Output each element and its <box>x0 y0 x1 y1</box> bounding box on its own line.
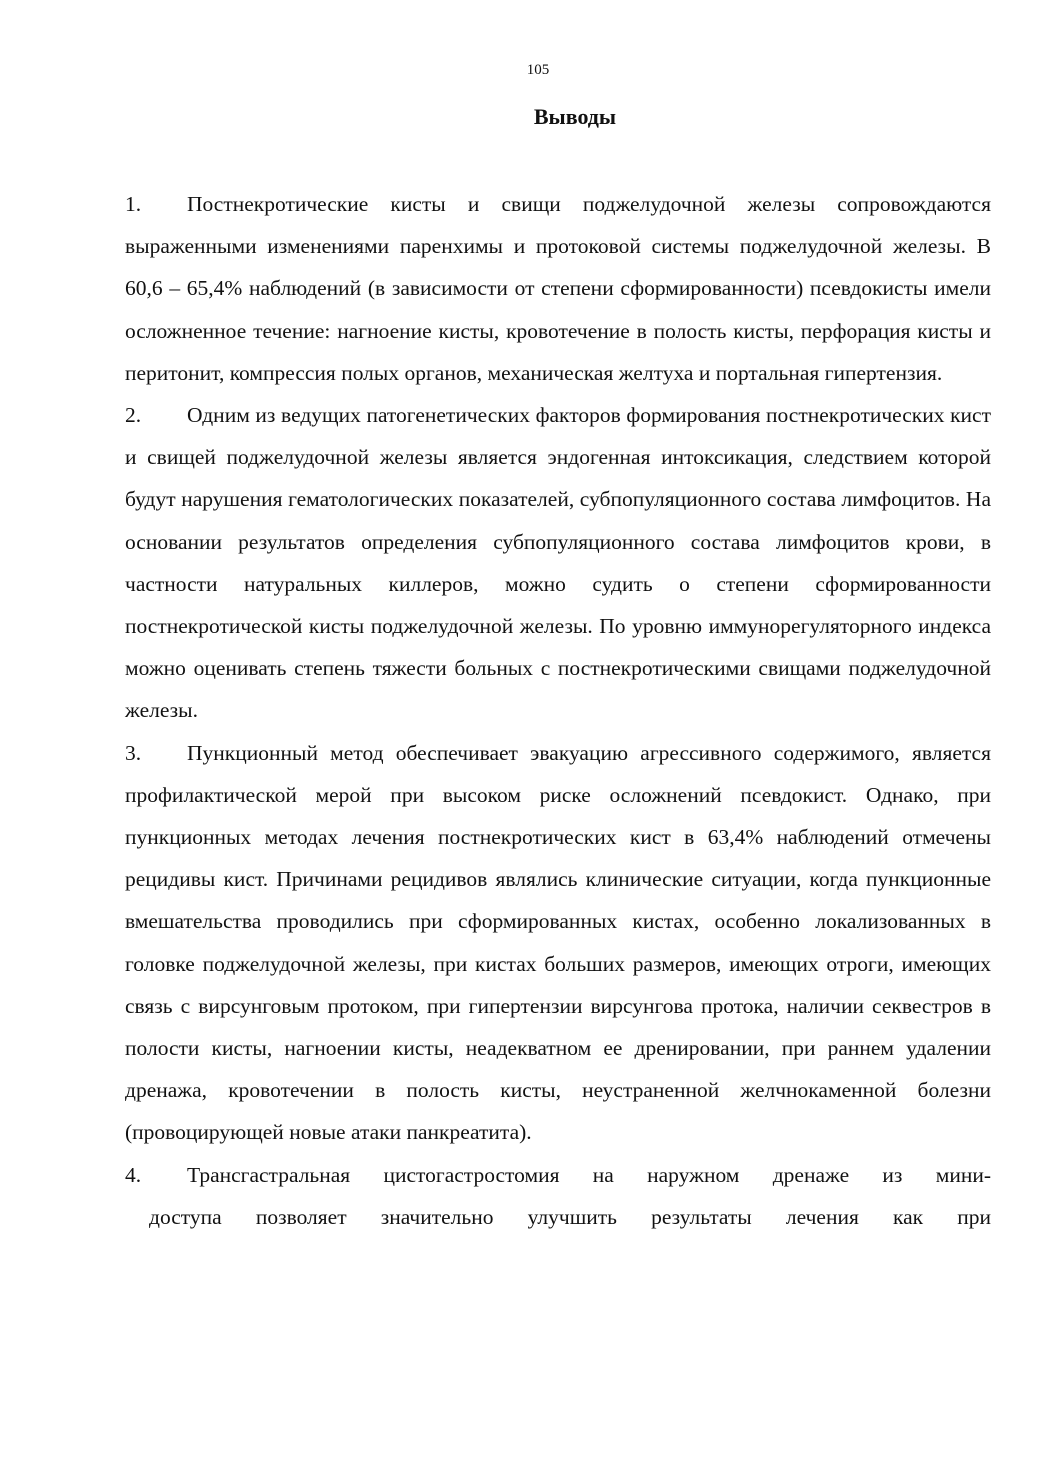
conclusion-item-4-continuation <box>125 1196 991 1238</box>
item-number: 4. <box>125 1162 142 1187</box>
item-number: 3. <box>125 740 142 765</box>
item-number: 2. <box>125 403 142 428</box>
item-text: Пункционный метод обеспечивает эвакуацию агрессивного содержимого, является профилактической мерой при высоком риске осложнений псевдокист. Однако, при пункционных методах лечения постнекротических кист в 63,4% наблюдений отмечены рецидивы кист. Причинами рецидивов являлись клинические ситуации, когда пункционные вмешательства проводились при сформированных кистах, особенно локализованных в головке поджелудочной железы, при кистах больших размеров, имеющих отроги, имеющих связь с вирсунговым протоком, при гипертензии вирсунгова протока, наличии секвестров в полости кисты, нагноении кисты, неадекватном ее дренировании, при раннем удалении дренажа, кровотечении в полость кисты, неустраненной желчнокаменной болезни (провоцирующей новые атаки панкреатита). <box>125 740 991 1145</box>
conclusion-item-3 <box>125 732 991 1154</box>
conclusions-list <box>125 183 991 1238</box>
conclusion-item-1 <box>125 183 991 394</box>
item-text: Трансгастральная цистогастростомия на наружном дренаже из мини- <box>187 1162 991 1187</box>
conclusion-item-2 <box>125 394 991 732</box>
page-number: 105 <box>526 62 550 78</box>
item-text: Одним из ведущих патогенетических факторов формирования постнекротических кист и свищей поджелудочной железы является эндогенная интоксикация, следствием которой будут нарушения гематологических показателей, субпопуляционного состава лимфоцитов. На основании результатов определения субпопуляционного состава лимфоцитов крови, в частности натуральных киллеров, можно судить о степени сформированности постнекротической кисты поджелудочной железы. По уровню иммунорегуляторного индекса можно оценивать степень тяжести больных с постнекротическими свищами поджелудочной железы. <box>125 403 991 723</box>
item-number: 1. <box>125 192 142 216</box>
item-text: доступа позволяет значительно улучшить результаты лечения как при <box>149 1204 991 1229</box>
item-text: Постнекротические кисты и свищи поджелудочной железы сопровождаются выраженными изменениями паренхимы и протоковой системы поджелудочной железы. В 60,6 – 65,4% наблюдений (в зависимости от степени сформированности) псевдокисты имели осложненное течение: нагноение кисты, кровотечение в полость кисты, перфорация кисты и перитонит, компрессия полых органов, механическая желтуха и портальная гипертензия. <box>125 192 991 385</box>
conclusion-item-4 <box>125 1154 991 1196</box>
page-title: Выводы <box>533 104 617 129</box>
